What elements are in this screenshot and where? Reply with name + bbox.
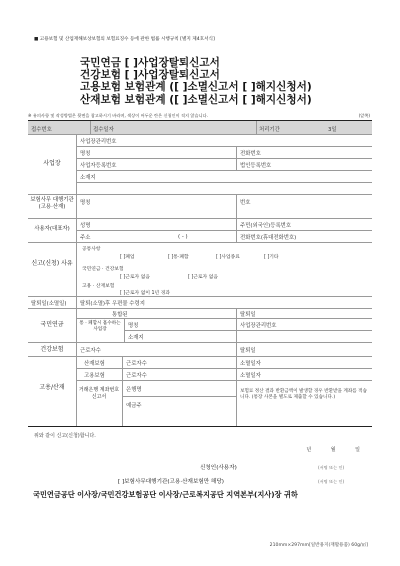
health-workers-field[interactable]: 근로자수 — [80, 348, 101, 354]
reason-section — [28, 242, 372, 297]
employment-label: 고용/산재 — [39, 384, 65, 391]
employer-address-field[interactable]: 주소 — [80, 235, 91, 241]
workplace-address-field[interactable]: 소재지 — [80, 175, 96, 181]
injury-extinction-date-field[interactable]: 소멸일자 — [240, 361, 261, 367]
pension-label: 국민연금 — [40, 321, 64, 328]
notice-text: ※ 유의사항 및 작성방법은 뒷면을 참고하시기 바라며, 색상이 어두운 란은 신청인이 적지 않습니다. — [28, 113, 208, 118]
pension-mgmt-no-field[interactable]: 사업장관리번호 — [240, 323, 277, 329]
title-injury: 산재보험 보험관계 ([ ]소멸신고서 [ ]해지신청서) — [80, 93, 312, 106]
mail-address-field[interactable]: 탈퇴(소멸)후 우편물 수령지 — [80, 301, 145, 307]
bank-account-note: 보험료 정산 결과 반환금액이 발생할 경우 반환받을 계좌를 적습니다. (통장 사본을 별도로 제출할 수 있습니다.) — [240, 389, 368, 400]
pension-integrated-label: 통합된 — [112, 312, 128, 318]
mgmt-no-field[interactable]: 사업장관리번호 — [80, 139, 117, 145]
reason-end-checkbox[interactable]: [ ]사업종료 — [216, 255, 240, 260]
page-side: (앞쪽) — [358, 113, 370, 118]
receipt-date-label: 접수일자 — [93, 127, 114, 133]
agency-signature-field[interactable]: (서명 또는 인) — [318, 479, 345, 484]
pension-section — [28, 308, 372, 343]
workplace-name-field[interactable]: 명칭 — [80, 151, 91, 157]
reason-pension-label: 국민연금 · 건강보험 — [82, 267, 124, 272]
employer-label: 사용자(대표자) — [34, 226, 70, 232]
form-header-note: ■ 고용보험 및 산업재해보상보험의 보험료징수 등에 관한 법률 시행규칙 [별지 제4호서식] — [34, 37, 215, 42]
employer-resident-no-field[interactable]: 주민(외국인)등록번호 — [240, 223, 292, 229]
withdrawal-date-label: 탈퇴일(소멸일) — [31, 301, 67, 307]
workplace-section — [28, 134, 372, 195]
reason-common-label: 공통사항 — [82, 247, 101, 252]
reason-health-checkbox[interactable]: [ ]근로자 없음 — [188, 275, 218, 280]
employer-postal: ( - ) — [178, 234, 188, 240]
health-withdrawal-date-field[interactable]: 탈퇴일 — [240, 348, 256, 354]
signature-date[interactable]: 년 월 일 — [306, 447, 360, 453]
employer-name-field[interactable]: 성명 — [80, 223, 91, 229]
title-pension: 국민연금 [ ]사업장탈퇴신고서 — [80, 57, 220, 69]
processing-value: 3일 — [328, 127, 337, 133]
corp-reg-no-field[interactable]: 법인등록번호 — [240, 163, 272, 169]
declaration-text: 위와 같이 신고(신청)합니다. — [34, 433, 96, 439]
bank-account-label: 거래은행 계좌번호 신고서 — [78, 387, 120, 400]
reason-label: 신고(신청) 사유 — [31, 260, 73, 267]
employer-section — [28, 218, 372, 243]
agency-number-field[interactable]: 번호 — [240, 200, 251, 206]
reason-pension-checkbox[interactable]: [ ]근로자 없음 — [120, 275, 150, 280]
applicant-signature-field[interactable]: (서명 또는 인) — [318, 465, 345, 470]
form-titles — [80, 57, 312, 106]
pension-integrated-sub: 통 · 폐합시 흡수하는 사업장 — [79, 321, 121, 332]
injury-insurance-label: 산재보험 — [84, 361, 105, 367]
biz-reg-no-field[interactable]: 사업자등록번호 — [80, 163, 117, 169]
pension-withdrawal-date-field[interactable]: 탈퇴일 — [240, 312, 256, 318]
processing-label: 처리기간 — [259, 127, 280, 133]
health-label: 건강보험 — [40, 346, 64, 353]
employment-insurance-label: 고용보험 — [84, 373, 105, 379]
applicant-signature-label: 신청인(사용자) — [200, 465, 237, 471]
employment-extinction-date-field[interactable]: 소멸일자 — [240, 373, 261, 379]
reason-merger-checkbox[interactable]: [ ]통·폐합 — [168, 255, 189, 260]
form-table — [28, 120, 372, 427]
agency-section — [28, 194, 372, 219]
employment-section — [28, 356, 372, 426]
workplace-phone-field[interactable]: 전화번호 — [240, 151, 261, 157]
agency-signature-label: [ ]보험사무대행기관(고용·산재보험만 해당) — [118, 479, 224, 485]
paper-spec: 210mm×297mm[일반용지(재활용품) 60g/㎡] — [269, 543, 368, 548]
receipt-row — [28, 121, 372, 135]
bank-name-field[interactable]: 은행명 — [126, 387, 142, 393]
pension-name-field[interactable]: 명칭 — [128, 323, 139, 329]
health-section — [28, 342, 372, 357]
workplace-label: 사업장 — [43, 160, 61, 167]
title-employment: 고용보험 보험관계 ([ ]소멸신고서 [ ]해지신청서) — [80, 81, 312, 94]
agency-name-field[interactable]: 명칭 — [80, 200, 91, 206]
reason-employment-label: 고용 · 산재보험 — [82, 284, 115, 289]
account-holder-field[interactable]: 예금주 — [126, 403, 142, 409]
pension-address-field[interactable]: 소재지 — [128, 335, 144, 341]
recipient-line: 국민연금공단 이사장/국민건강보험공단 이사장/근로복지공단 지역본부(지사)장 귀하 — [33, 490, 298, 499]
reason-closure-checkbox[interactable]: [ ]폐업 — [120, 255, 135, 260]
receipt-no-label: 접수번호 — [31, 127, 52, 133]
reason-employment-checkbox[interactable]: [ ]근로자 없이 1년 경과 — [120, 291, 170, 296]
agency-label: 보험사무 대행기관 (고용·산재) — [30, 197, 74, 210]
injury-workers-field[interactable]: 근로자수 — [126, 361, 147, 367]
reason-other-checkbox[interactable]: [ ]기타 — [264, 255, 279, 260]
employment-workers-field[interactable]: 근로자수 — [126, 373, 147, 379]
employer-phone-field[interactable]: 전화번호(휴대전화번호) — [240, 235, 297, 241]
title-health: 건강보험 [ ]사업장탈퇴신고서 — [80, 69, 220, 82]
